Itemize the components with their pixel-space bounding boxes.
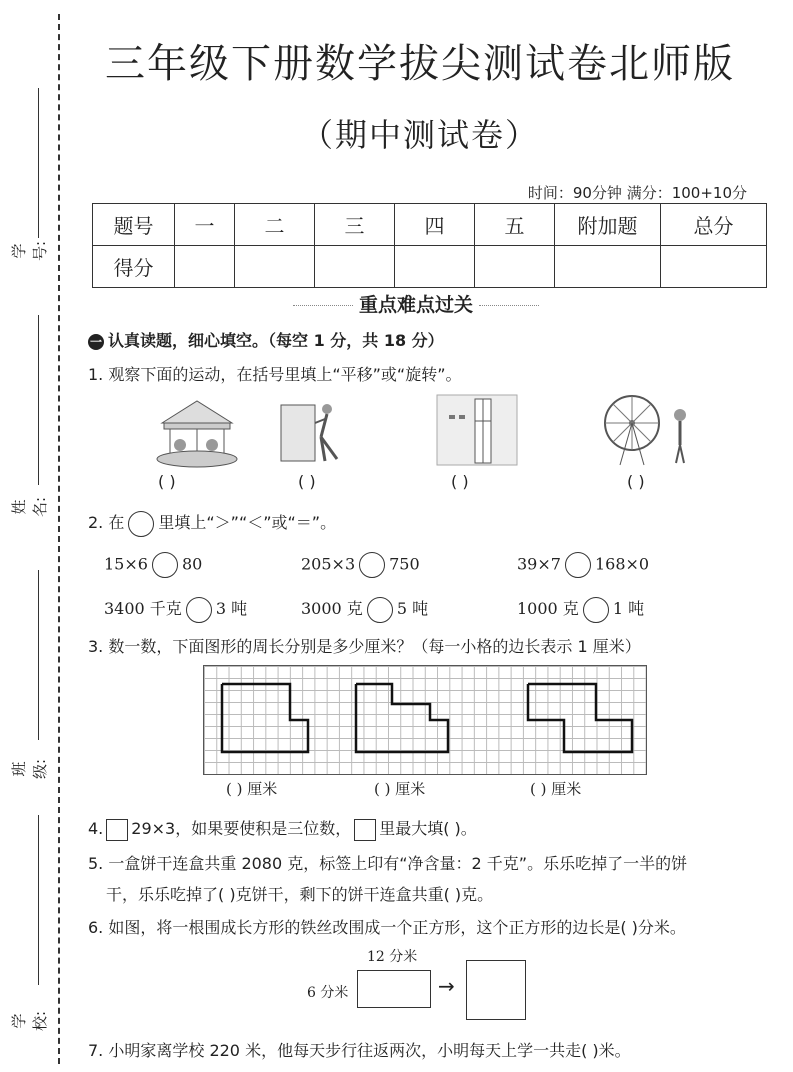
q4-end: 里最大填( )。 <box>379 819 477 838</box>
xuexiao-label: 学校: <box>10 1010 49 1032</box>
q2-right-expr: 80 <box>181 554 203 574</box>
q2-item <box>517 596 644 623</box>
score-header-cell: 题号 <box>93 204 175 246</box>
q2-suffix: 里填上“＞”“＜”或“＝”。 <box>158 513 337 532</box>
score-header-cell: 五 <box>475 204 555 246</box>
q2-left-expr: 3400 千克 <box>104 599 182 618</box>
binding-dashed-line <box>58 14 60 1064</box>
xuehao-label: 学号: <box>10 240 49 262</box>
score-header-cell: 一 <box>175 204 235 246</box>
section-title: 重点难点过关 <box>358 294 473 316</box>
q3-answer-1[interactable]: ( ) 厘米 <box>226 780 278 798</box>
score-cell[interactable] <box>395 246 475 288</box>
q6-rectangle <box>357 970 431 1008</box>
q2-left-expr: 1000 克 <box>517 599 579 618</box>
score-table <box>92 203 767 288</box>
q2-left-expr: 39×7 <box>517 554 561 574</box>
score-cell[interactable] <box>315 246 395 288</box>
q6-left-label: 6 分米 <box>307 985 349 1001</box>
score-header-cell: 三 <box>315 204 395 246</box>
score-cell[interactable] <box>555 246 661 288</box>
ferris-wheel-picture <box>600 393 695 468</box>
q3-answer-2[interactable]: ( ) 厘米 <box>374 780 426 798</box>
part1-title: 认真读题，细心填空。（每空 1 分，共 18 分） <box>108 331 444 350</box>
q4-digit-box-ref <box>354 819 376 841</box>
q4-text <box>88 816 477 841</box>
q1-answer-blank-4[interactable]: ( ) <box>627 472 645 491</box>
q5-line1: 5. 一盒饼干连盒共重 2080 克，标签上印有“净含量：2 千克”。乐乐吃掉了一半的饼 <box>88 854 688 873</box>
q2-right-expr: 168×0 <box>594 554 650 574</box>
q1-answer-blank-3[interactable]: ( ) <box>451 472 469 491</box>
q2-right-expr: 1 吨 <box>612 599 645 618</box>
q2-left-expr: 15×6 <box>104 554 148 574</box>
q2-item <box>104 596 247 623</box>
exam-meta: 时间：90分钟 满分：100+10分 <box>527 184 747 202</box>
xingming-line <box>38 315 39 485</box>
score-cell[interactable] <box>661 246 767 288</box>
q3-grid <box>203 665 647 775</box>
score-cell[interactable] <box>175 246 235 288</box>
q1-answer-blank-2[interactable]: ( ) <box>298 472 316 491</box>
banner-rule-left <box>293 305 353 306</box>
banji-label: 班级: <box>10 758 49 780</box>
q6-top-label: 12 分米 <box>367 949 418 965</box>
elevator-picture <box>435 393 520 468</box>
q3-text: 3. 数一数，下面图形的周长分别是多少厘米？（每一小格的边长表示 1 厘米） <box>88 637 641 656</box>
q6-arrow: → <box>438 974 455 998</box>
q4-digit-box[interactable] <box>106 819 128 841</box>
q6-square <box>466 960 526 1020</box>
q6-text: 6. 如图，将一根围成长方形的铁丝改围成一个正方形，这个正方形的边长是( )分米。 <box>88 918 686 937</box>
q2-circle-sample <box>128 511 154 537</box>
q7-text: 7. 小明家离学校 220 米，他每天步行往返两次，小明每天上学一共走( )米。 <box>88 1041 631 1060</box>
q2-left-expr: 3000 克 <box>301 599 363 618</box>
score-header-cell: 附加题 <box>555 204 661 246</box>
q2-compare-circle[interactable] <box>359 552 385 578</box>
score-header-cell: 二 <box>235 204 315 246</box>
score-row-label: 得分 <box>93 246 175 288</box>
q2-item <box>301 596 428 623</box>
q1-answer-blank-1[interactable]: ( ) <box>158 472 176 491</box>
score-cell[interactable] <box>235 246 315 288</box>
q4-mid: 29×3，如果要使积是三位数， <box>131 819 352 838</box>
score-table-header-row <box>93 204 767 246</box>
q2-item <box>517 552 649 578</box>
q2-compare-circle[interactable] <box>186 597 212 623</box>
pushing-box-picture <box>275 395 350 470</box>
q2-compare-circle[interactable] <box>583 597 609 623</box>
q3-shapes <box>204 666 646 774</box>
q2-item <box>301 552 420 578</box>
carousel-picture <box>150 395 245 470</box>
section-banner <box>260 290 572 317</box>
banner-rule-right <box>479 305 539 306</box>
score-header-cell: 四 <box>395 204 475 246</box>
part-number-badge: 一 <box>89 334 102 349</box>
q2-left-expr: 205×3 <box>301 554 356 574</box>
score-table-score-row <box>93 246 767 288</box>
q2-compare-circle[interactable] <box>152 552 178 578</box>
q2-right-expr: 5 吨 <box>396 599 429 618</box>
q2-compare-circle[interactable] <box>367 597 393 623</box>
q2-prefix: 2. 在 <box>88 513 125 532</box>
q4-number: 4. <box>88 819 104 838</box>
q5-line2: 干，乐乐吃掉了( )克饼干，剩下的饼干连盒共重( )克。 <box>106 885 494 904</box>
banji-line <box>38 570 39 740</box>
score-cell[interactable] <box>475 246 555 288</box>
xingming-label: 姓名: <box>10 496 49 518</box>
score-header-cell: 总分 <box>661 204 767 246</box>
q3-answer-3[interactable]: ( ) 厘米 <box>530 780 582 798</box>
q2-item <box>104 552 202 578</box>
q2-right-expr: 3 吨 <box>215 599 248 618</box>
q2-compare-circle[interactable] <box>565 552 591 578</box>
q2-text <box>88 510 336 537</box>
page-title: 三年级下册数学拔尖测试卷北师版 <box>105 41 735 87</box>
q1-text: 1. 观察下面的运动，在括号里填上“平移”或“旋转”。 <box>88 365 462 384</box>
page-subtitle: （期中测试卷） <box>300 116 539 154</box>
q2-right-expr: 750 <box>389 554 420 574</box>
xuexiao-line <box>38 815 39 985</box>
part1-heading <box>88 328 444 351</box>
